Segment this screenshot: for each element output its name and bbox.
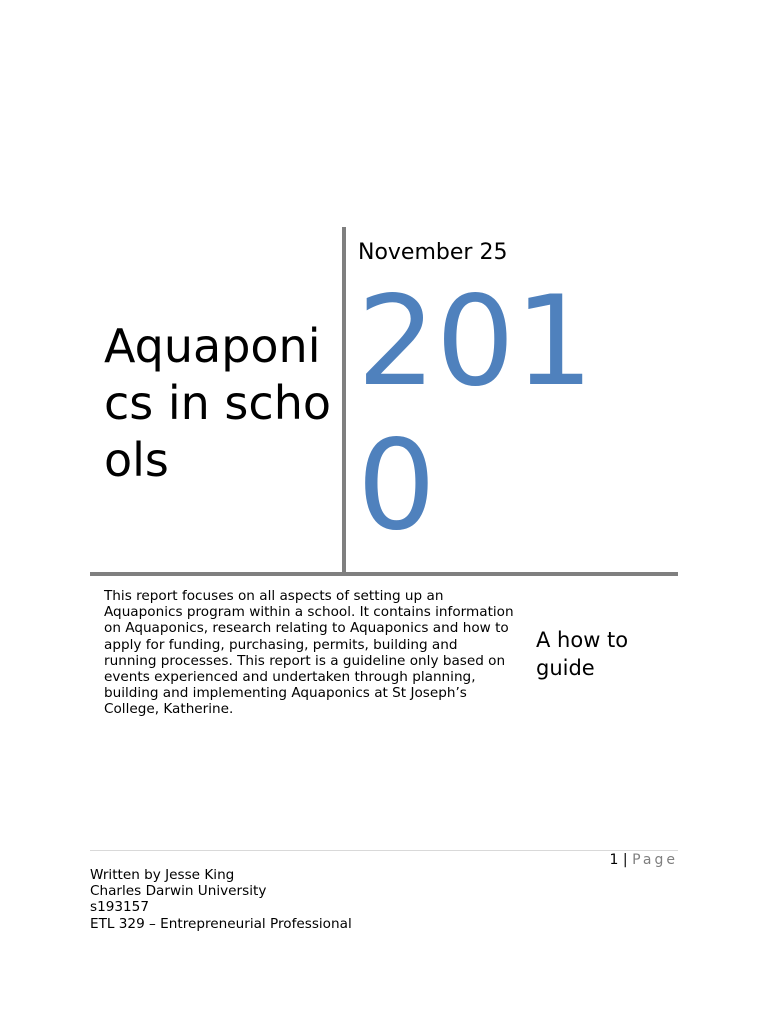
page-number-value: 1 — [609, 852, 619, 868]
author-block — [90, 867, 352, 932]
document-date: November 25 — [358, 240, 508, 265]
page-label: Page — [632, 852, 678, 868]
page-number — [610, 852, 678, 868]
footer-rule — [90, 850, 678, 851]
document-title: Aquaponics in schools — [104, 319, 331, 487]
student-id: s193157 — [90, 899, 149, 916]
university-name: Charles Darwin University — [90, 883, 267, 900]
course-name: ETL 329 – Entrepreneurial Professional — [90, 915, 352, 932]
vertical-divider — [342, 227, 346, 573]
page-number-separator: | — [622, 852, 628, 868]
document-year: 2010 — [357, 270, 594, 558]
document-subtitle: A how to guide — [536, 628, 629, 680]
horizontal-divider — [90, 572, 678, 576]
abstract-text: This report focuses on all aspects of setting up an Aquaponics program within a school. It contains information on Aquaponics, research relating to Aquaponics and how to apply for funding, purchasing, permits, building and running processes. This report is a guideline only based on events experienced and undertaken through planning, building and implementing Aquaponics at St Joseph’s College, Katherine. — [104, 588, 514, 718]
author-name: Written by Jesse King — [90, 867, 235, 883]
